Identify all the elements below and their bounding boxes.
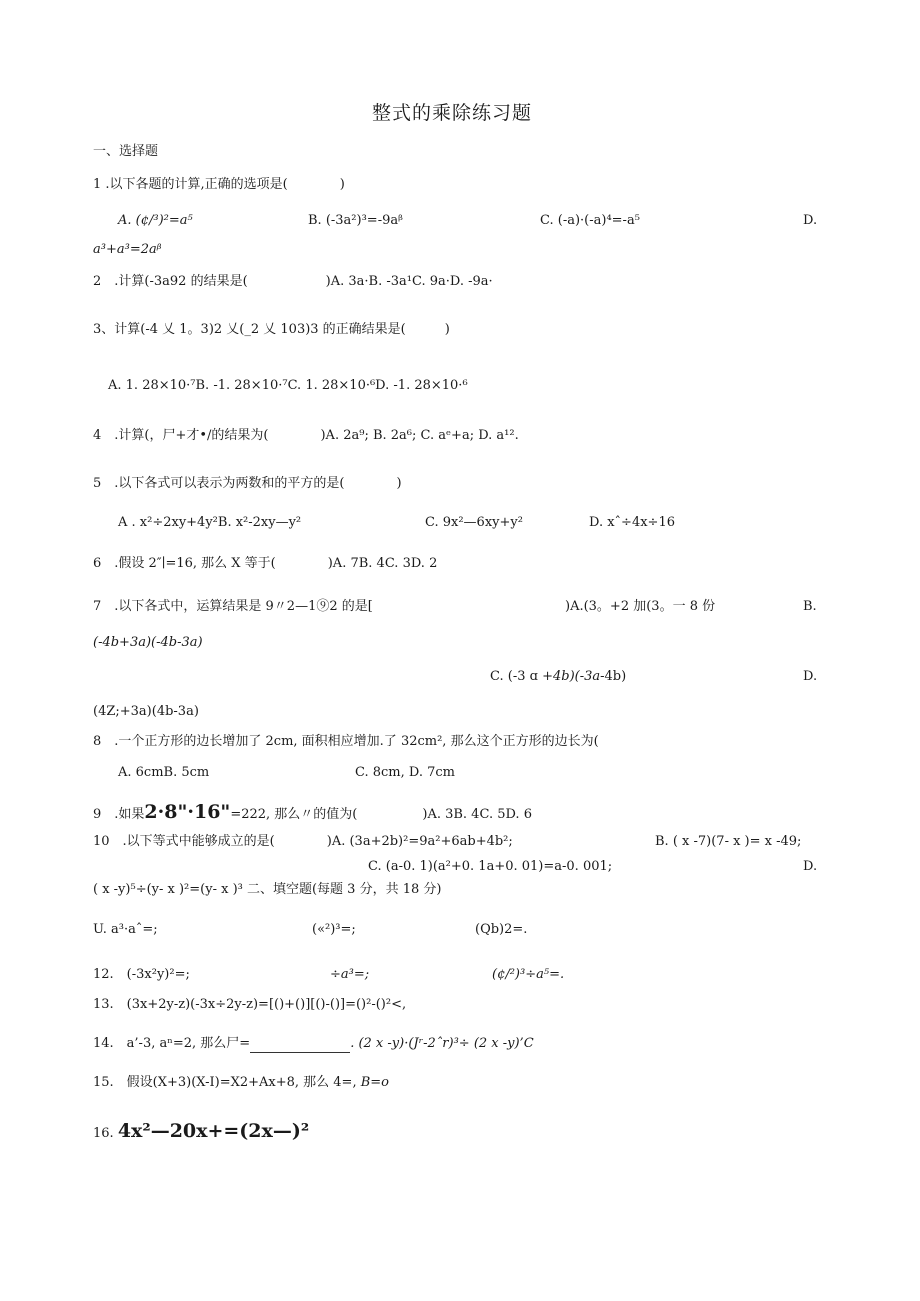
- q1-option-b: B. (-3a²)³=-9aᵝ: [308, 213, 403, 228]
- q11-a: U. a³·aˆ=;: [93, 922, 158, 937]
- q8-stem: 8 .一个正方形的边长增加了 2cm, 面积相应增加.了 32cm², 那么这个正方形的边长为(: [93, 734, 599, 749]
- q11-c: (Qb)2=.: [475, 922, 528, 937]
- q15: [93, 1074, 389, 1092]
- q7-option-d: (4Z;+3a)(4b-3a): [93, 704, 199, 719]
- q12-c: (¢/²)³÷a⁵=.: [492, 967, 565, 982]
- q12-b: ÷a³=;: [330, 967, 370, 982]
- q14-answer-blank: [250, 1038, 350, 1053]
- q7-option-c-suffix: 4b): [604, 669, 627, 684]
- q2: 2 .计算(-3a92 的结果是( )A. 3a·B. -3a¹C. 9a·D. -9a·: [93, 274, 493, 289]
- q9-expression: 2·8"·16": [144, 801, 231, 823]
- q3-options: A. 1. 28×10·⁷B. -1. 28×10·⁷C. 1. 28×10·⁶D. -1. 28×10·⁶: [108, 378, 468, 393]
- section-choice-heading: 一、选择题: [93, 144, 159, 159]
- q7-option-c: [490, 668, 626, 686]
- q9: [93, 803, 532, 824]
- q7-stem: 7 .以下各式中，运算结果是 9〃2—1⑨2 的是[: [93, 599, 373, 614]
- q16-expression: 4x²—20x+=(2x—)²: [117, 1120, 310, 1142]
- q15-suffix: B=o: [360, 1075, 390, 1090]
- q10-option-c: C. (a-0. 1)(a²+0. 1a+0. 01)=a-0. 001;: [368, 859, 613, 874]
- q7-option-d-label: D.: [803, 669, 818, 684]
- q3-stem: 3、计算(-4 乂 1。3)2 乂(_2 乂 103)3 的正确结果是( ): [93, 322, 450, 337]
- q8-options-cd: C. 8cm, D. 7cm: [355, 765, 455, 780]
- q15-prefix: 15. 假设(X+3)(X-I)=X2+Ax+8, 那么 4=,: [93, 1075, 357, 1090]
- q10-option-b: B. ( x -7)(7- x )= x -49;: [655, 834, 802, 849]
- q4: 4 .计算(，尸+才•/的结果为( )A. 2a⁹; B. 2a⁶; C. aᵉ+a; D. a¹².: [93, 428, 519, 443]
- q9-suffix: =222, 那么〃的值为( )A. 3B. 4C. 5D. 6: [230, 807, 532, 822]
- q14: [93, 1035, 534, 1053]
- q7-option-a: )A.(3。+2 加(3。一 8 份: [565, 599, 716, 614]
- q6: 6 .假设 2″∣=16, 那么 X 等于( )A. 7B. 4C. 3D. 2: [93, 556, 438, 571]
- q7-option-c-prefix: C. (-3 ɑ: [490, 669, 538, 684]
- q5-options-ab: A . x²÷2xy+4y²B. x²-2xy—y²: [118, 515, 302, 530]
- q13: 13. (3x+2y-z)(-3x÷2y-z)=[()+()][()-()]=()²-()²<,: [93, 997, 407, 1012]
- q16-number: 16.: [93, 1126, 114, 1141]
- q14-suffix: . (2 x -y)·(Jʳ-2ˆr)³÷ (2 x -y)’C: [350, 1036, 534, 1051]
- q16: [93, 1122, 309, 1143]
- q11-b: («²)³=;: [312, 922, 356, 937]
- q12-a: 12. (-3x²y)²=;: [93, 967, 190, 982]
- q9-prefix: 9 .如果: [93, 807, 145, 822]
- q5-stem: 5 .以下各式可以表示为两数和的平方的是( ): [93, 476, 402, 491]
- q14-prefix: 14. a’-3, aⁿ=2, 那么尸=: [93, 1036, 251, 1051]
- q1-option-c: C. (-a)·(-a)⁴=-a⁵: [540, 213, 640, 228]
- q7-option-b: (-4b+3a)(-4b-3a): [93, 635, 203, 650]
- q10-option-d-label: D.: [803, 859, 818, 874]
- q1-stem: 1 .以下各题的计算,正确的选项是( ): [93, 177, 345, 192]
- q1-option-d: a³+a³=2aᵝ: [93, 242, 162, 257]
- page-title: 整式的乘除练习题: [372, 102, 533, 124]
- q5-option-c: C. 9x²—6xy+y²: [425, 515, 523, 530]
- q10-option-d-and-section-fill: ( x -y)⁵÷(y- x )²=(y- x )³ 二、填空题(每题 3 分，共 18 分): [93, 882, 442, 897]
- q1-option-d-label: D.: [803, 213, 818, 228]
- q8-options-ab: A. 6cmB. 5cm: [118, 765, 210, 780]
- q1-option-a: A. (¢/³)²=a⁵: [118, 213, 193, 228]
- q7-option-b-label: B.: [803, 599, 817, 614]
- q10-stem: 10 .以下等式中能够成立的是( )A. (3a+2b)²=9a²+6ab+4b²;: [93, 834, 513, 849]
- q5-option-d: D. xˆ÷4x÷16: [589, 515, 675, 530]
- q7-option-c-mid: +4b)(-3a-: [542, 669, 605, 684]
